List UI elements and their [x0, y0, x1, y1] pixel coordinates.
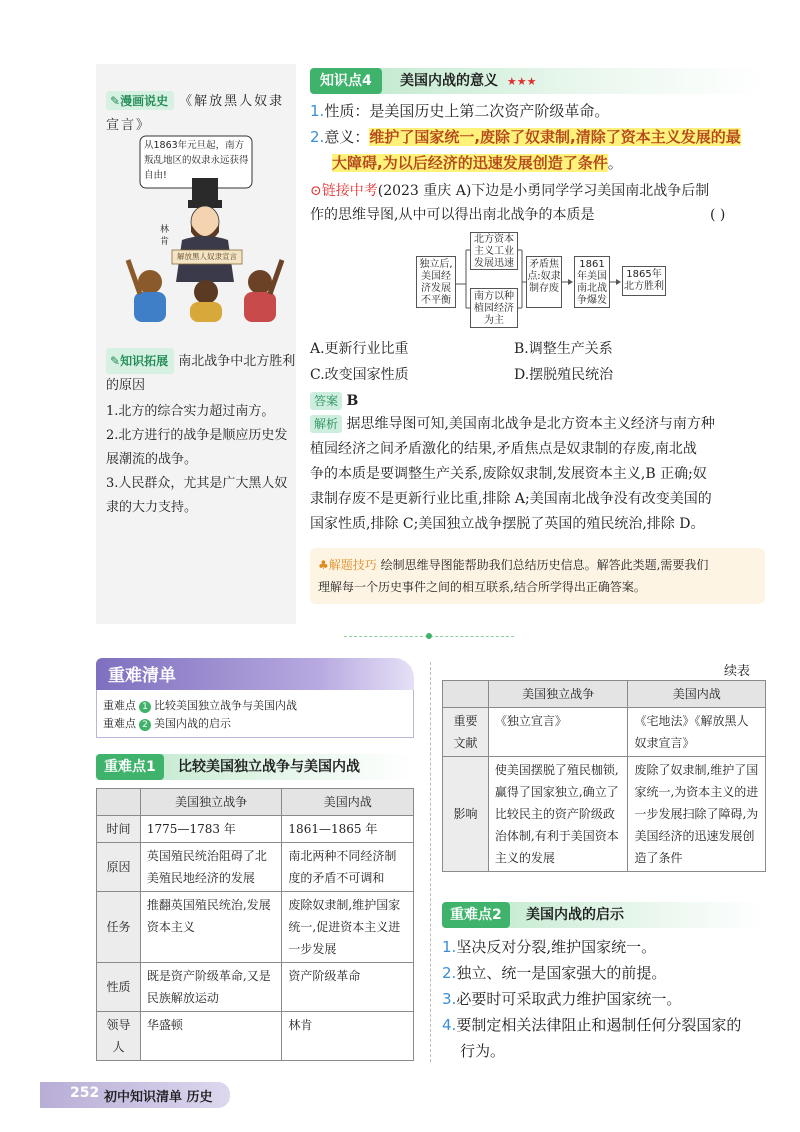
list-item: 1.坚决反对分裂,维护国家统一。	[442, 938, 657, 956]
expand-title: 南北战争中北方胜利的原因	[106, 354, 296, 393]
zd1-header	[96, 754, 414, 780]
kp4-meaning: 2.意义：维护了国家统一,废除了奴隶制,清除了资本主义发展的最	[310, 128, 741, 146]
meaning-highlight-2: 大障碍,为以后经济的迅速发展创造了条件	[332, 154, 608, 172]
expand-tag-icon: ✎	[110, 354, 121, 368]
kp4-badge: 知识点4	[310, 68, 382, 94]
expand-tag: ✎知识拓展	[106, 348, 174, 374]
link-icon: ⊙	[310, 183, 322, 199]
tip-box: ♣解题技巧 绘制思维导图能帮助我们总结历史信息。解答此类题,需要我们 理解每一个历史事件之间的相互联系,结合所学得出正确答案。	[310, 548, 765, 604]
answer-line	[310, 388, 358, 414]
option-a[interactable]: A.更新行业比重	[310, 341, 409, 357]
footer-bar	[40, 1082, 230, 1108]
list-item-cont: 行为。	[460, 1042, 506, 1060]
zd1-badge: 重难点1	[96, 754, 164, 780]
reason-item: 2.北方进行的战争是顺应历史发展潮流的战争。	[106, 428, 288, 467]
answer-value: B	[346, 393, 359, 409]
col-header: 美国内战	[628, 681, 766, 708]
zd2-header	[442, 902, 764, 928]
table-header-row	[443, 681, 766, 708]
table-row: 领导人 华盛顿 林肯	[97, 1012, 414, 1061]
table-row: 性质 既是资产阶级革命,又是民族解放运动 资产阶级革命	[97, 963, 414, 1012]
mindmap-box-south: 南方以种植园经济为主	[470, 288, 518, 328]
expand-section	[106, 348, 296, 520]
list-item: 2.独立、统一是国家强大的前提。	[442, 964, 667, 982]
zd2-badge: 重难点2	[442, 902, 510, 928]
mindmap-box-north: 北方资本主义工业发展迅速	[470, 232, 518, 270]
zd2-list	[442, 934, 772, 1064]
analysis-tag: 解析	[310, 415, 342, 433]
table-row: 任务 推翻英国殖民统治,发展资本主义 废除奴隶制,维护国家统一,促进资本主义进一步发展	[97, 892, 414, 963]
comic-title: 《解放黑人奴隶宣言》	[106, 94, 285, 133]
kp4-header	[310, 68, 765, 94]
option-b[interactable]: B.调整生产关系	[514, 341, 613, 357]
kp4-nature: 1.性质：是美国历史上第二次资产阶级革命。	[310, 102, 610, 120]
zd2-title: 美国内战的启示	[526, 907, 624, 923]
meaning-highlight-1: 维护了国家统一,废除了奴隶制,清除了资本主义发展的最	[369, 128, 741, 146]
figure-name-label: 林	[160, 225, 170, 235]
mindmap-box-victory: 1865年北方胜利	[622, 266, 666, 296]
table-row: 影响 使美国摆脱了殖民枷锁,赢得了国家独立,确立了比较民主的资产阶级政治体制,有利于美国资本主义的发展 废除了奴隶制,维护了国家统一,为资本主义的进一步发展扫除了障碍,为美国经济的迅速发展创造了条件	[443, 757, 766, 872]
banner-text: 解放黑人奴隶宣言	[177, 252, 237, 261]
exam-tag: 链接中考	[321, 183, 378, 199]
speech-text: 从1863年元旦起，南方叛乱地区的奴隶永远获得自由!	[144, 140, 249, 181]
zhongnan-item-1[interactable]: 重难点 1 比较美国独立战争与美国内战	[103, 699, 297, 712]
kp4-meaning-cont: 大障碍,为以后经济的迅速发展创造了条件。	[332, 154, 623, 172]
column-divider	[430, 662, 431, 1062]
continued-label: 续表	[724, 664, 751, 679]
analysis-block: 解析 据思维导图可知,美国南北战争是北方资本主义经济与南方种 植园经济之间矛盾激化的结果,矛盾焦点是奴隶制的存废,南北战 争的本质是要调整生产关系,废除奴隶制,发展资本主义,B 正确;奴 隶制存废不是更新行业比重,排除 A;美国南北战争没有改变美国的 国家性质,排除 C;美国独立战争摆脱了英国的殖民统治,排除 D。	[310, 416, 715, 532]
reason-item: 1.北方的综合实力超过南方。	[106, 404, 275, 419]
comparison-table	[96, 788, 414, 1061]
comic-heading	[106, 90, 291, 138]
mindmap-box-conflict: 矛盾焦点:奴隶制存废	[526, 256, 562, 308]
table-row: 原因 英国殖民统治阻碍了北美殖民地经济的发展 南北两种不同经济制度的矛盾不可调和	[97, 843, 414, 892]
col-header: 美国独立战争	[488, 681, 628, 708]
zhongnan-header: 重难清单	[96, 658, 414, 690]
exam-question-cont: 作的思维导图,从中可以得出南北战争的本质是 ( )	[310, 202, 770, 228]
col-header: 美国独立战争	[140, 789, 282, 816]
zd1-title: 比较美国独立战争与美国内战	[178, 759, 360, 775]
zhongnan-item-2[interactable]: 重难点 2 美国内战的启示	[103, 717, 231, 730]
divider-dot	[426, 633, 432, 639]
answer-tag: 答案	[310, 392, 342, 410]
answer-paren: ( )	[710, 207, 726, 223]
comic-tag-icon: ✎	[110, 94, 121, 108]
table-corner	[443, 681, 489, 708]
table-row: 时间 1775—1783 年 1861—1865 年	[97, 816, 414, 843]
tip-icon: ♣	[318, 558, 329, 572]
lincoln-cartoon	[120, 132, 290, 322]
mind-map	[416, 230, 676, 330]
svg-text:肯: 肯	[160, 237, 170, 247]
table-corner	[97, 789, 141, 816]
mindmap-box-outbreak: 1861年美国南北战争爆发	[574, 256, 610, 308]
col-header: 美国内战	[282, 789, 414, 816]
book-title: 初中知识清单 历史	[104, 1090, 213, 1105]
table-row: 重要文献 《独立宣言》 《宅地法》《解放黑人奴隶宣言》	[443, 708, 766, 757]
list-item: 3.必要时可采取武力维护国家统一。	[442, 990, 682, 1008]
mindmap-box-imbalance: 独立后,美国经济发展不平衡	[416, 256, 456, 308]
option-d[interactable]: D.摆脱殖民统治	[514, 367, 614, 383]
kp4-title: 美国内战的意义 ★★★	[400, 73, 537, 89]
continued-table	[442, 680, 766, 872]
tip-tag: 解题技巧	[328, 558, 377, 572]
option-c[interactable]: C.改变国家性质	[310, 367, 409, 383]
zhongnan-list	[96, 690, 414, 738]
table-header-row	[97, 789, 414, 816]
list-item: 4.要制定相关法律阻止和遏制任何分裂国家的	[442, 1016, 742, 1034]
importance-stars: ★★★	[506, 75, 537, 88]
page-number: 252	[70, 1085, 100, 1101]
reason-item: 3.人民群众，尤其是广大黑人奴隶的大力支持。	[106, 476, 288, 515]
comic-tag: ✎漫画说史	[106, 91, 174, 110]
exam-question: ⊙链接中考(2023 重庆 A)下边是小勇同学学习美国南北战争后制	[310, 183, 710, 199]
